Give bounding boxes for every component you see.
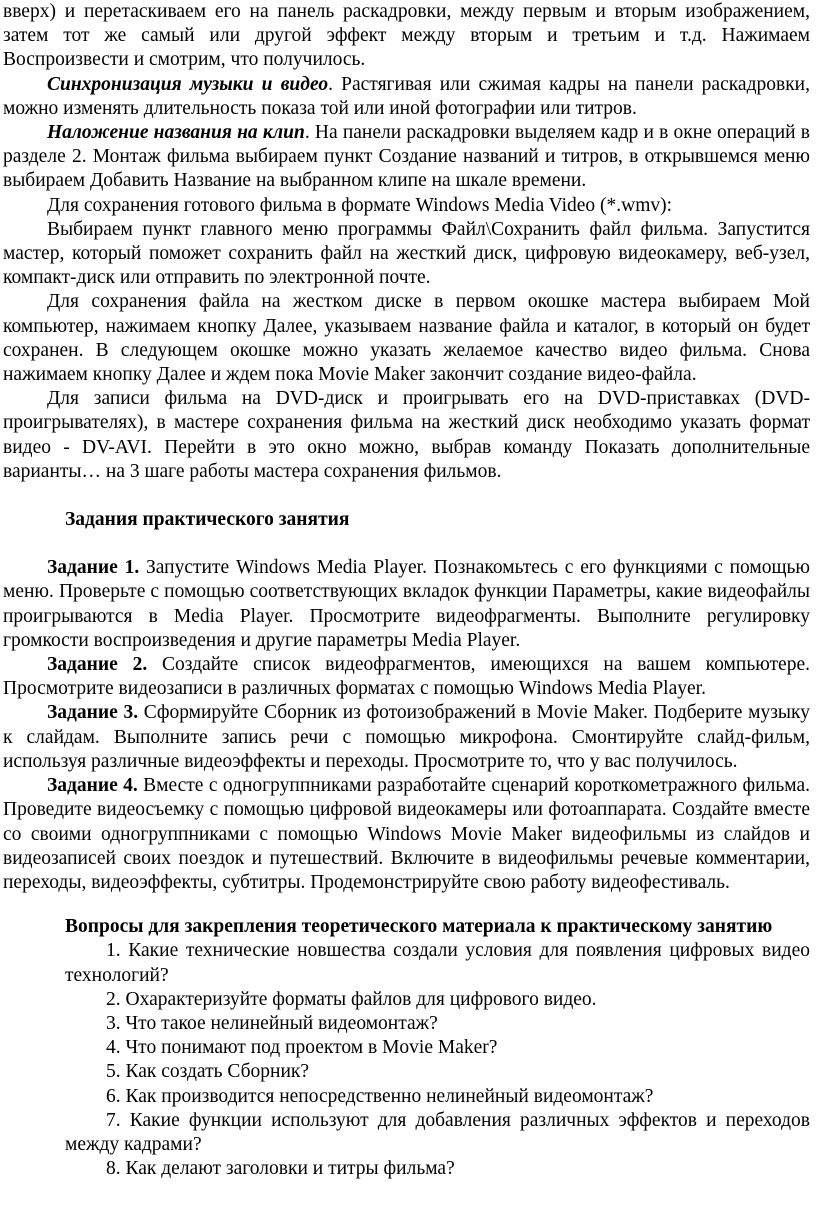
task-3 xyxy=(3,701,810,774)
paragraph-text: Для сохранения файла на жестком диске в первом окошке мастера выбираем Мой компьютер, нажимаем кнопку Далее, указываем название файла и каталог, в который он будет сохранен. В следующем окошке можно указать желаемое качество видео фильма. Снова нажимаем кнопку Далее и ждем пока Movie Maker закончит создание видео-файла. xyxy=(3,291,810,386)
task-text: Вместе с одногруппниками разработайте сценарий короткометражного фильма. Проведите видеосъемку с помощью цифровой видеокамеры или фотоаппарата. Создайте вместе со своими одногруппниками с помощью Windows Movie Maker видеофильмы из слайдов и видеозаписей своих поездок и путешествий. Включите в видеофильмы речевые комментарии, переходы, видеоэффекты, субтитры. Продемонстрируйте свою работу видеофестиваль. xyxy=(3,775,810,893)
question-number: 3. xyxy=(106,1012,121,1034)
paragraph-text: вверх) и перетаскиваем его на панель раскадровки, между первым и вторым изображением, затем тот же самый или другой эффект между вторым и третьим и т.д. Нажимаем Воспроизвести и смотрим, что получилось. xyxy=(3,1,810,71)
question-text: Охарактеризуйте форматы файлов для цифрового видео. xyxy=(125,988,597,1010)
paragraph-text: Для записи фильма на DVD-диск и проигрывать его на DVD-приставках (DVD-проигрывателях), в мастере сохранения фильма на жесткий диск необходимо указать формат видео - DV-AVI. Перейти в это окно можно, выбрав команду Показать дополнительные варианты… на 3 шаге работы мастера сохранения фильмов. xyxy=(3,388,810,482)
paragraph-title-overlay xyxy=(3,121,810,194)
question-3 xyxy=(3,1012,810,1036)
paragraph-text: Для сохранения готового фильма в формате Windows Media Video (*.wmv): xyxy=(47,194,673,216)
task-text: Сформируйте Сборник из фотоизображений в Movie Maker. Подберите музыку к слайдам. Выполните запись речи с помощью микрофона. Смонтируйте слайд-фильм, используя различные видеоэффекты и переходы. Просмотрите то, что у вас получилось. xyxy=(3,702,810,772)
question-7 xyxy=(3,1109,810,1157)
questions-heading: Вопросы для закрепления теоретического материала к практическому занятию xyxy=(65,916,773,938)
task-text: Запустите Windows Media Player. Познакомьтесь с его функциями с помощью меню. Проверьте с помощью соответствующих вкладок функции Параметры, какие видеофайлы проигрываются в Media Player. Просмотрите видеофрагменты. Выполните регулировку громкости воспроизведения и другие параметры Media Player. xyxy=(3,557,810,651)
question-text: Что понимают под проектом в Movie Maker? xyxy=(125,1037,498,1059)
paragraph-effects-continued xyxy=(3,0,810,73)
task-label: Задание 4. xyxy=(47,775,138,797)
question-1 xyxy=(3,939,810,987)
question-number: 1. xyxy=(106,940,121,962)
task-4 xyxy=(3,774,810,895)
task-text: Создайте список видеофрагментов, имеющихся на вашем компьютере. Просмотрите видеозаписи в различных форматах с помощью Windows Media Player. xyxy=(3,654,810,700)
task-label: Задание 2. xyxy=(47,654,148,676)
paragraph-save-hdd xyxy=(3,290,810,387)
question-text: Как создать Сборник? xyxy=(125,1061,310,1083)
question-text: Как производится непосредственно нелинейный видеомонтаж? xyxy=(125,1085,654,1107)
question-number: 6. xyxy=(106,1085,121,1107)
task-1 xyxy=(3,556,810,653)
paragraph-save-menu xyxy=(3,218,810,291)
paragraph-text: . Растягивая или сжимая кадры на панели раскадровки, можно изменять длительность показа той или иной фотографии или титров. xyxy=(3,73,810,119)
question-text: Какие функции используют для добавления различных эффектов и переходов между кадрами? xyxy=(65,1109,810,1155)
question-5 xyxy=(3,1060,810,1084)
question-number: 8. xyxy=(106,1158,121,1180)
task-label: Задание 1. xyxy=(47,557,140,579)
paragraph-save-wmv xyxy=(3,194,810,218)
paragraph-text: Выбираем пункт главного меню программы Файл\Сохранить файл фильма. Запустится мастер, который поможет сохранить файл на жесткий диск, цифровую видеокамеру, веб-узел, компакт-диск или отправить по электронной почте. xyxy=(3,218,810,289)
tasks-heading: Задания практического занятия xyxy=(65,509,350,531)
task-2 xyxy=(3,653,810,701)
paragraph-music-sync xyxy=(3,73,810,121)
question-number: 4. xyxy=(106,1037,121,1059)
question-4 xyxy=(3,1036,810,1060)
question-text: Какие технические новшества создали условия для появления цифровых видео технологий? xyxy=(65,940,810,986)
question-text: Как делают заголовки и титры фильма? xyxy=(125,1158,455,1180)
question-text: Что такое нелинейный видеомонтаж? xyxy=(125,1012,438,1034)
question-number: 7. xyxy=(106,1109,121,1131)
paragraph-text: . На панели раскадровки выделяем кадр и в окне операций в разделе 2. Монтаж фильма выбираем пункт Создание названий и титров, в открывшемся меню выбираем Добавить Название на выбранном клипе на шкале времени. xyxy=(3,122,810,192)
question-number: 2. xyxy=(106,988,121,1010)
paragraph-save-dvd xyxy=(3,387,810,484)
question-8 xyxy=(3,1157,810,1181)
question-2 xyxy=(3,988,810,1012)
question-6 xyxy=(3,1085,810,1109)
question-number: 5. xyxy=(106,1061,121,1083)
paragraph-lead: Синхронизация музыки и видео xyxy=(47,73,329,95)
paragraph-lead: Наложение названия на клип xyxy=(47,122,305,144)
task-label: Задание 3. xyxy=(47,702,139,724)
